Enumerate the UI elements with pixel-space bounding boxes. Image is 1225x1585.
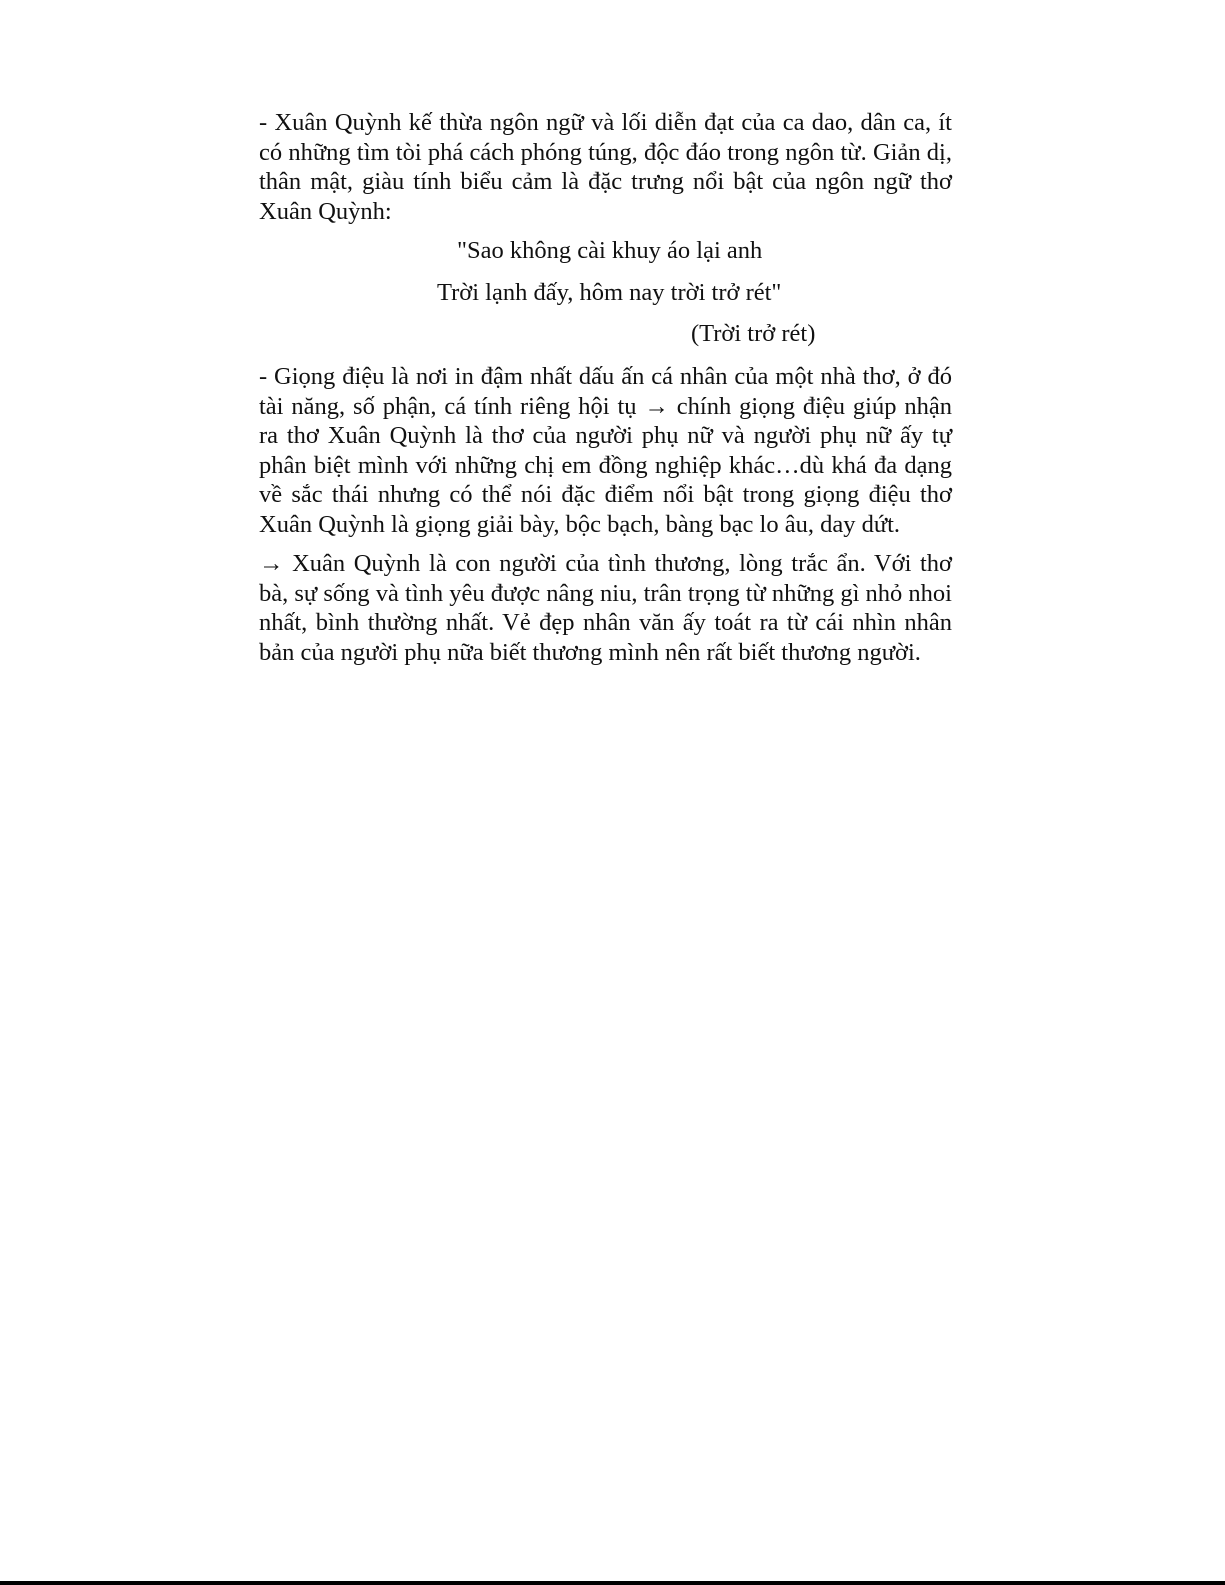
paragraph-tone-text: - Giọng điệu là nơi in đậm nhất dấu ấn cá nhân của một nhà thơ, ở đó tài năng, số phận, cá tính riêng hội tụ → chính giọng điệu giúp nhận ra thơ Xuân Quỳnh là thơ của người phụ nữ và người phụ nữ ấy tự phân biệt mình với những chị em đồng nghiệp khác…dù khá đa dạng về sắc thái nhưng có thể nói đặc điểm nổi bật trong giọng điệu thơ Xuân Quỳnh là giọng giải bày, bộc bạch, bàng bạc lo âu, day dứt. <box>259 363 952 538</box>
paragraph-tone <box>259 362 952 539</box>
poem-line-2: Trời lạnh đấy, hôm nay trời trở rét" <box>437 279 782 306</box>
paragraph-conclusion-text: → Xuân Quỳnh là con người của tình thương, lòng trắc ẩn. Với thơ bà, sự sống và tình yêu được nâng niu, trân trọng từ những gì nhỏ nhoi nhất, bình thường nhất. Vẻ đẹp nhân văn ấy toát ra từ cái nhìn nhân bản của người phụ nữa biết thương mình nên rất biết thương người. <box>259 550 952 666</box>
page-bottom-border <box>0 1581 1225 1585</box>
poem-source: (Trời trở rét) <box>691 320 816 347</box>
paragraph-language <box>259 108 952 226</box>
poem-line-1: "Sao không cài khuy áo lại anh <box>457 237 763 264</box>
paragraph-language-text: - Xuân Quỳnh kế thừa ngôn ngữ và lối diễn đạt của ca dao, dân ca, ít có những tìm tòi phá cách phóng túng, độc đáo trong ngôn từ. Giản dị, thân mật, giàu tính biểu cảm là đặc trưng nổi bật của ngôn ngữ thơ Xuân Quỳnh: <box>259 109 952 225</box>
paragraph-conclusion <box>259 549 952 667</box>
